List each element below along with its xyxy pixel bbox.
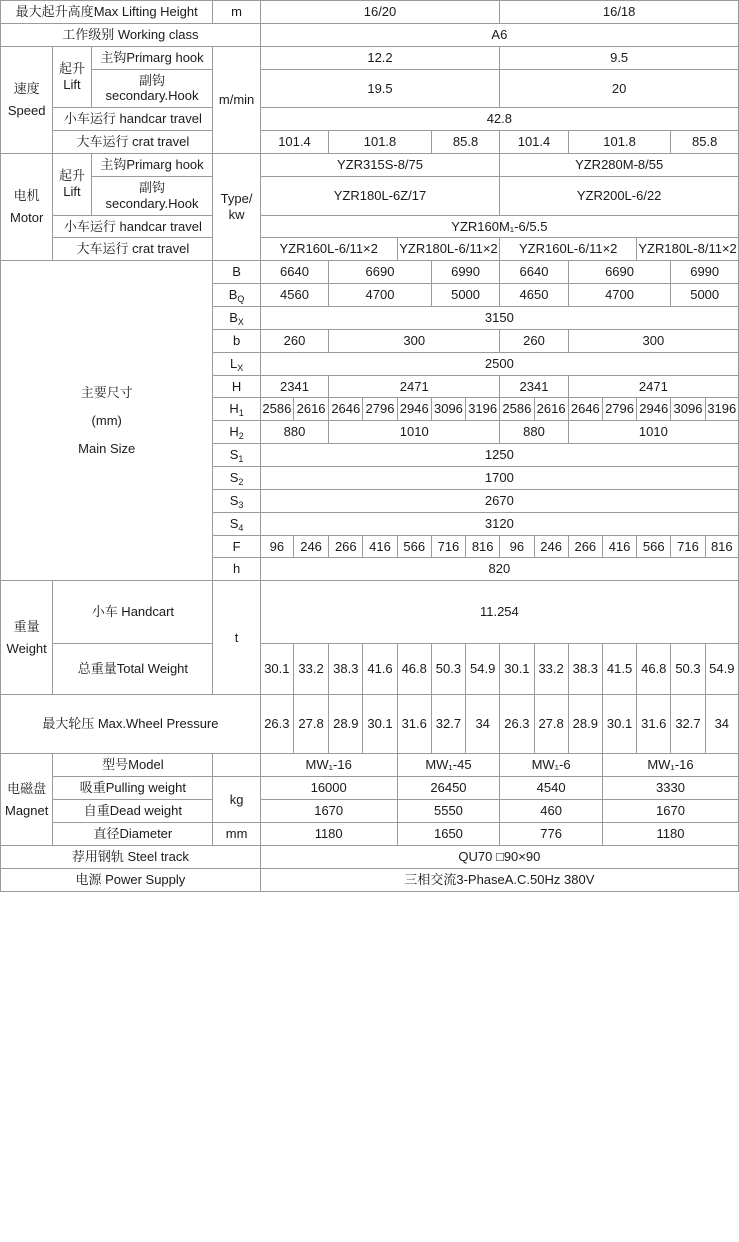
value-working-class: A6 (260, 23, 738, 46)
table-row-motor-handcar (1, 215, 739, 238)
value-magnet-pulling-4: 3330 (602, 777, 738, 800)
row-label-main-size-h2: $H_2$ (213, 421, 260, 444)
value-h1-2: 2616 (293, 398, 328, 421)
value-total-1: 30.1 (260, 644, 293, 695)
value-total-10: 38.3 (568, 644, 602, 695)
value-wheel-11: 30.1 (602, 695, 636, 754)
unit-max-lifting-height: m (213, 1, 260, 24)
value-h1-13: 3096 (671, 398, 705, 421)
value-total-13: 50.3 (671, 644, 705, 695)
value-wheel-3: 28.9 (329, 695, 363, 754)
subgroup-label-motor-lift: 起升 Lift (53, 154, 91, 216)
table-row-motor-secondary-hook (1, 176, 739, 215)
value-wheel-14: 34 (705, 695, 738, 754)
value-f-6: 716 (431, 535, 465, 558)
value-h2-2: 1010 (329, 421, 500, 444)
table-row-wheel-pressure (1, 695, 739, 754)
value-h2-1: 880 (260, 421, 328, 444)
value-bq-6: 5000 (671, 284, 739, 307)
value-power-supply: 三相交流3-PhaseA.C.50Hz 380V (260, 868, 738, 891)
value-speed-crat-3: 85.8 (431, 131, 499, 154)
value-blower-3: 260 (500, 329, 568, 352)
value-wheel-9: 27.8 (534, 695, 568, 754)
value-s2-1: 1700 (260, 467, 738, 490)
row-label-main-size-s1: $S_1$ (213, 444, 260, 467)
value-bq-2: 4700 (329, 284, 432, 307)
value-b-5: 6690 (568, 261, 671, 284)
value-speed-crat-2: 101.8 (329, 131, 432, 154)
value-bx-1: 3150 (260, 307, 738, 330)
value-f-4: 416 (363, 535, 397, 558)
row-label-magnet-diameter: 直径Diameter (53, 822, 213, 845)
value-magnet-diameter-3: 776 (500, 822, 603, 845)
value-total-14: 54.9 (705, 644, 738, 695)
value-bq-1: 4560 (260, 284, 328, 307)
value-f-12: 566 (637, 535, 671, 558)
value-speed-primary-2: 9.5 (500, 46, 739, 69)
value-h1-11: 2796 (602, 398, 636, 421)
value-wheel-4: 30.1 (363, 695, 397, 754)
value-s3-1: 2670 (260, 489, 738, 512)
value-speed-crat-6: 85.8 (671, 131, 739, 154)
value-magnet-model-4: MW₁-16 (602, 754, 738, 777)
value-wheel-1: 26.3 (260, 695, 293, 754)
value-lx-1: 2500 (260, 352, 738, 375)
row-label-max-lifting-height: 最大起升高度Max Lifting Height (1, 1, 213, 24)
row-label-main-size-h: H (213, 375, 260, 398)
subgroup-label-speed-lift: 起升 Lift (53, 46, 91, 108)
value-bq-3: 5000 (431, 284, 499, 307)
row-label-main-size-lx: $L_X$ (213, 352, 260, 375)
value-motor-crat-2: YZR180L-6/11×2 (397, 238, 500, 261)
value-s4-1: 3120 (260, 512, 738, 535)
row-label-speed-secondary-hook: 副钩 secondary.Hook (91, 69, 213, 108)
value-b-2: 6690 (329, 261, 432, 284)
value-h1-10: 2646 (568, 398, 602, 421)
value-wheel-8: 26.3 (500, 695, 534, 754)
value-total-8: 30.1 (500, 644, 534, 695)
value-wheel-5: 31.6 (397, 695, 431, 754)
value-h1-14: 3196 (705, 398, 738, 421)
table-row-magnet-model (1, 754, 739, 777)
value-magnet-dead-1: 1670 (260, 800, 397, 823)
value-magnet-pulling-3: 4540 (500, 777, 603, 800)
unit-magnet-diameter: mm (213, 822, 260, 845)
table-row-speed-handcar (1, 108, 739, 131)
value-magnet-dead-2: 5550 (397, 800, 500, 823)
value-weight-handcart: 11.254 (260, 581, 738, 644)
value-motor-secondary-1: YZR180L-6Z/17 (260, 176, 500, 215)
row-label-weight-handcart: 小车 Handcart (53, 581, 213, 644)
value-h1-12: 2946 (637, 398, 671, 421)
value-steel-track: QU70 □90×90 (260, 845, 738, 868)
row-label-main-size-bq: $B_Q$ (213, 284, 260, 307)
table-row-weight-handcart (1, 581, 739, 644)
table-row-magnet-dead (1, 800, 739, 823)
value-f-11: 416 (602, 535, 636, 558)
value-b-4: 6640 (500, 261, 568, 284)
row-label-motor-primary-hook: 主钩Primarg hook (91, 154, 213, 177)
table-row-weight-total (1, 644, 739, 695)
table-row-motor-crat (1, 238, 739, 261)
value-total-2: 33.2 (293, 644, 328, 695)
unit-motor: Type/ kw (213, 154, 260, 261)
value-total-11: 41.5 (602, 644, 636, 695)
value-max-lifting-height-2: 16/18 (500, 1, 739, 24)
value-magnet-pulling-2: 26450 (397, 777, 500, 800)
row-label-magnet-pulling: 吸重Pulling weight (53, 777, 213, 800)
value-speed-crat-1: 101.4 (260, 131, 328, 154)
value-blower-1: 260 (260, 329, 328, 352)
value-h1-9: 2616 (534, 398, 568, 421)
value-motor-crat-1: YZR160L-6/11×2 (260, 238, 397, 261)
value-h-4: 2471 (568, 375, 738, 398)
value-wheel-2: 27.8 (293, 695, 328, 754)
value-f-2: 246 (293, 535, 328, 558)
row-label-weight-total: 总重量Total Weight (53, 644, 213, 695)
value-motor-primary-2: YZR280M-8/55 (500, 154, 739, 177)
value-speed-secondary-1: 19.5 (260, 69, 500, 108)
table-row-working-class (1, 23, 739, 46)
row-label-main-size-bx: $B_X$ (213, 307, 260, 330)
table-row-speed-secondary-hook (1, 69, 739, 108)
value-total-7: 54.9 (466, 644, 500, 695)
table-row-max-lifting-height (1, 1, 739, 24)
value-magnet-pulling-1: 16000 (260, 777, 397, 800)
value-h1-5: 2946 (397, 398, 431, 421)
value-h2-4: 1010 (568, 421, 738, 444)
value-h1-4: 2796 (363, 398, 397, 421)
table-row-magnet-pulling (1, 777, 739, 800)
row-label-motor-secondary-hook: 副钩 secondary.Hook (91, 176, 213, 215)
value-f-5: 566 (397, 535, 431, 558)
value-f-8: 96 (500, 535, 534, 558)
table-row-motor-primary-hook (1, 154, 739, 177)
value-total-3: 38.3 (329, 644, 363, 695)
row-label-main-size-b: B (213, 261, 260, 284)
value-f-13: 716 (671, 535, 705, 558)
value-h1-3: 2646 (329, 398, 363, 421)
row-label-magnet-model: 型号Model (53, 754, 213, 777)
row-label-motor-handcar: 小车运行 handcar travel (53, 215, 213, 238)
value-s1-1: 1250 (260, 444, 738, 467)
row-label-magnet-dead: 自重Dead weight (53, 800, 213, 823)
unit-magnet-weight: kg (213, 777, 260, 823)
value-wheel-10: 28.9 (568, 695, 602, 754)
value-total-12: 46.8 (637, 644, 671, 695)
value-h-3: 2341 (500, 375, 568, 398)
unit-speed: m/min (213, 46, 260, 153)
value-speed-secondary-2: 20 (500, 69, 739, 108)
value-f-9: 246 (534, 535, 568, 558)
value-magnet-diameter-2: 1650 (397, 822, 500, 845)
value-total-6: 50.3 (431, 644, 465, 695)
value-wheel-7: 34 (466, 695, 500, 754)
value-b-6: 6990 (671, 261, 739, 284)
value-bq-5: 4700 (568, 284, 671, 307)
value-speed-primary-1: 12.2 (260, 46, 500, 69)
group-label-weight: 重量 Weight (1, 581, 53, 695)
row-label-motor-crat: 大车运行 crat travel (53, 238, 213, 261)
value-blower-2: 300 (329, 329, 500, 352)
group-label-motor: 电机 Motor (1, 154, 53, 261)
value-wheel-12: 31.6 (637, 695, 671, 754)
value-speed-handcar: 42.8 (260, 108, 738, 131)
value-f-7: 816 (466, 535, 500, 558)
row-label-wheel-pressure: 最大轮压 Max.Wheel Pressure (1, 695, 261, 754)
value-motor-primary-1: YZR315S-8/75 (260, 154, 500, 177)
value-magnet-diameter-1: 1180 (260, 822, 397, 845)
row-label-speed-handcar: 小车运行 handcar travel (53, 108, 213, 131)
row-label-main-size-b-lower: b (213, 329, 260, 352)
value-b-3: 6990 (431, 261, 499, 284)
table-row-magnet-diameter (1, 822, 739, 845)
value-wheel-13: 32.7 (671, 695, 705, 754)
value-f-10: 266 (568, 535, 602, 558)
value-h1-1: 2586 (260, 398, 293, 421)
value-magnet-model-3: MW₁-6 (500, 754, 603, 777)
value-h-1: 2341 (260, 375, 328, 398)
value-bq-4: 4650 (500, 284, 568, 307)
value-h2-3: 880 (500, 421, 568, 444)
group-label-magnet: 电磁盘 Magnet (1, 754, 53, 845)
value-motor-handcar: YZR160M₁-6/5.5 (260, 215, 738, 238)
unit-weight: t (213, 581, 260, 695)
value-h1-8: 2586 (500, 398, 534, 421)
value-h1-7: 3196 (466, 398, 500, 421)
value-magnet-diameter-4: 1180 (602, 822, 738, 845)
group-label-speed: 速度 Speed (1, 46, 53, 153)
row-label-steel-track: 荐用钢轨 Steel track (1, 845, 261, 868)
value-wheel-6: 32.7 (431, 695, 465, 754)
table-row-main-size-b (1, 261, 739, 284)
row-label-speed-primary-hook: 主钩Primarg hook (91, 46, 213, 69)
value-speed-crat-5: 101.8 (568, 131, 671, 154)
value-hlower-1: 820 (260, 558, 738, 581)
value-total-5: 46.8 (397, 644, 431, 695)
value-h-2: 2471 (329, 375, 500, 398)
value-magnet-dead-3: 460 (500, 800, 603, 823)
row-label-speed-crat: 大车运行 crat travel (53, 131, 213, 154)
value-h1-6: 3096 (431, 398, 465, 421)
value-speed-crat-4: 101.4 (500, 131, 568, 154)
row-label-power-supply: 电源 Power Supply (1, 868, 261, 891)
value-magnet-model-1: MW₁-16 (260, 754, 397, 777)
value-total-9: 33.2 (534, 644, 568, 695)
value-magnet-dead-4: 1670 (602, 800, 738, 823)
value-b-1: 6640 (260, 261, 328, 284)
value-f-1: 96 (260, 535, 293, 558)
value-motor-crat-4: YZR180L-8/11×2 (637, 238, 739, 261)
value-magnet-model-2: MW₁-45 (397, 754, 500, 777)
row-label-working-class: 工作级别 Working class (1, 23, 261, 46)
value-total-4: 41.6 (363, 644, 397, 695)
value-max-lifting-height-1: 16/20 (260, 1, 500, 24)
table-row-speed-crat (1, 131, 739, 154)
value-motor-secondary-2: YZR200L-6/22 (500, 176, 739, 215)
row-label-main-size-f: F (213, 535, 260, 558)
row-label-main-size-s2: $S_2$ (213, 467, 260, 490)
value-blower-4: 300 (568, 329, 738, 352)
value-f-14: 816 (705, 535, 738, 558)
table-row-speed-primary-hook (1, 46, 739, 69)
row-label-main-size-h1: $H_1$ (213, 398, 260, 421)
row-label-main-size-s3: $S_3$ (213, 489, 260, 512)
table-row-power-supply (1, 868, 739, 891)
value-motor-crat-3: YZR160L-6/11×2 (500, 238, 637, 261)
value-f-3: 266 (329, 535, 363, 558)
group-label-main-size: 主要尺寸 (mm) Main Size (1, 261, 213, 581)
table-row-steel-track (1, 845, 739, 868)
row-label-main-size-s4: $S_4$ (213, 512, 260, 535)
row-label-main-size-h-lower: h (213, 558, 260, 581)
